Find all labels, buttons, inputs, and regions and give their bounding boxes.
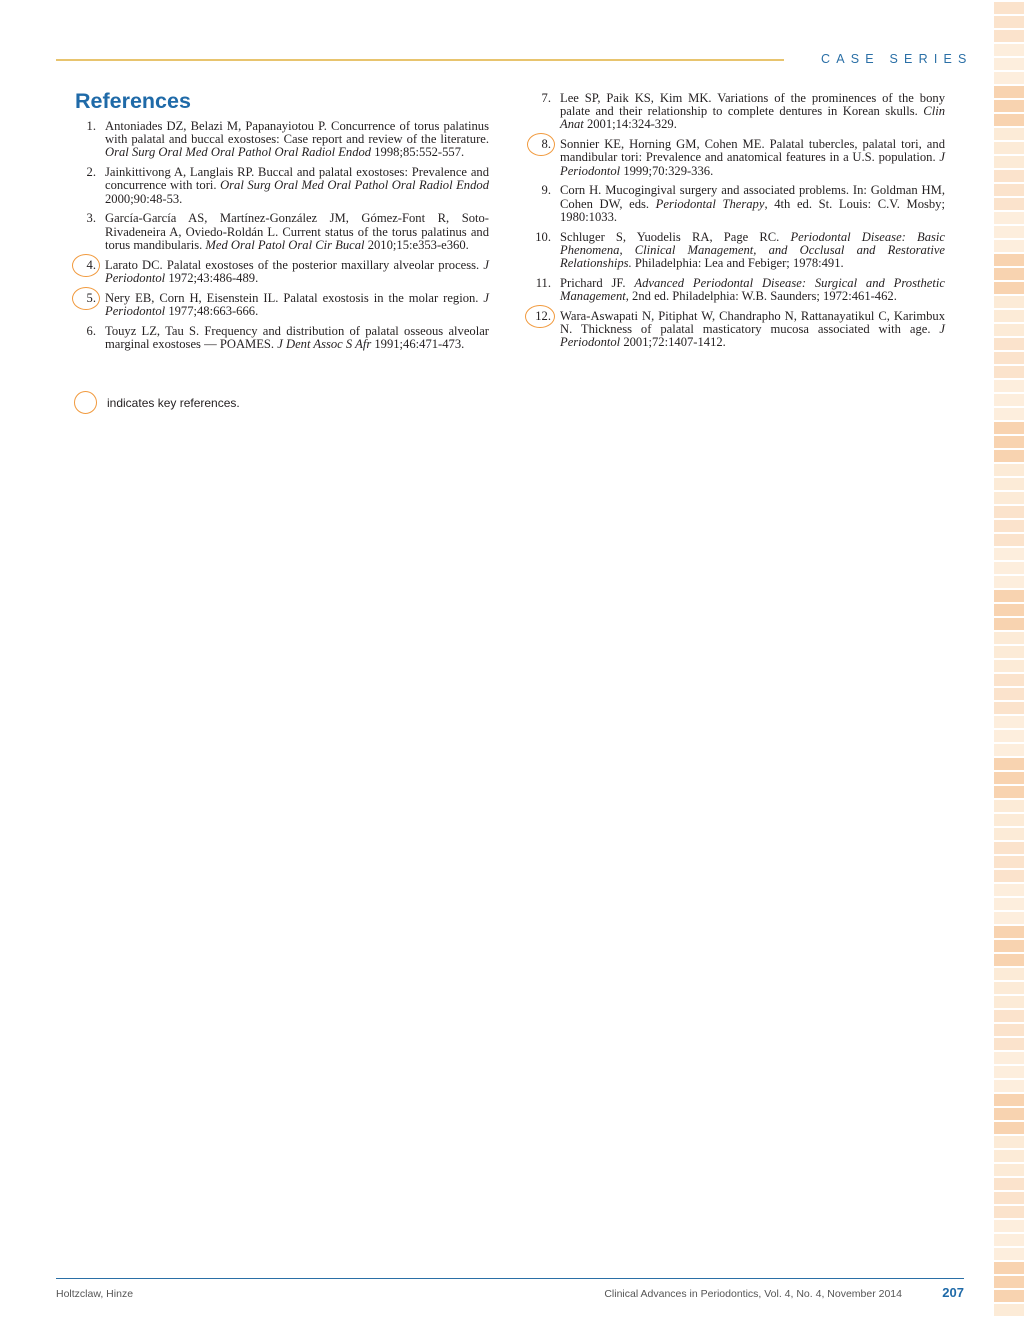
reference-source-italic: Oral Surg Oral Med Oral Pathol Oral Radiol Endod bbox=[105, 145, 372, 160]
reference-text-segment: Schluger S, Yuodelis RA, Page RC. bbox=[560, 229, 791, 244]
strip-tile bbox=[994, 968, 1024, 980]
strip-tile bbox=[994, 1192, 1024, 1204]
strip-tile bbox=[994, 1220, 1024, 1232]
strip-tile bbox=[994, 212, 1024, 224]
strip-tile bbox=[994, 450, 1024, 462]
strip-tile bbox=[994, 58, 1024, 70]
strip-tile bbox=[994, 800, 1024, 812]
reference-item bbox=[527, 231, 945, 271]
reference-text-segment: 1972;43:486-489. bbox=[165, 270, 259, 285]
reference-text-segment: , 2nd ed. Philadelphia: W.B. Saunders; 1972:461-462. bbox=[625, 289, 897, 304]
strip-tile bbox=[994, 688, 1024, 700]
reference-item bbox=[72, 292, 489, 318]
reference-number: 6. bbox=[86, 323, 96, 338]
strip-tile bbox=[994, 940, 1024, 952]
strip-tile bbox=[994, 142, 1024, 154]
strip-tile bbox=[994, 1178, 1024, 1190]
reference-text-segment: Antoniades DZ, Belazi M, Papanayiotou P. Concurrence of torus palatinus with palatal and buccal exostoses: Case report and review of the literature. bbox=[105, 119, 489, 147]
strip-tile bbox=[994, 100, 1024, 112]
key-reference-number: 8. bbox=[527, 138, 551, 151]
strip-tile bbox=[994, 408, 1024, 420]
reference-text bbox=[105, 166, 489, 206]
reference-text-segment: Lee SP, Paik KS, Kim MK. Variations of the prominences of the bony palate and their relationship to complete dentures in Korean skulls. bbox=[560, 91, 945, 119]
strip-tile bbox=[994, 436, 1024, 448]
strip-tile bbox=[994, 30, 1024, 42]
strip-tile bbox=[994, 562, 1024, 574]
reference-text bbox=[105, 212, 489, 252]
strip-tile bbox=[994, 772, 1024, 784]
strip-tile bbox=[994, 982, 1024, 994]
strip-tile bbox=[994, 1136, 1024, 1148]
reference-text-segment: Jainkittivong A, Langlais RP. Buccal and palatal exostoses: Prevalence and concurrence with tori. bbox=[105, 165, 489, 193]
reference-text-segment: 2010;15:e353-e360. bbox=[364, 237, 469, 252]
reference-item bbox=[72, 259, 489, 285]
reference-source-italic: Med Oral Patol Oral Cir Bucal bbox=[205, 237, 365, 252]
strip-tile bbox=[994, 1094, 1024, 1106]
reference-source-italic: J Dent Assoc S Afr bbox=[277, 336, 372, 351]
reference-list-left bbox=[72, 120, 489, 351]
strip-tile bbox=[994, 72, 1024, 84]
reference-source-italic: Periodontal Disease: Basic Phenomena, Clinical Management, and Occlusal and Restorative Relationships. bbox=[560, 229, 945, 271]
strip-tile bbox=[994, 114, 1024, 126]
strip-tile bbox=[994, 198, 1024, 210]
reference-source-italic: Clin Anat bbox=[560, 104, 945, 132]
reference-item bbox=[72, 166, 489, 206]
strip-tile bbox=[994, 1262, 1024, 1274]
strip-tile bbox=[994, 828, 1024, 840]
reference-text bbox=[560, 231, 945, 271]
strip-tile bbox=[994, 492, 1024, 504]
section-label: CASE SERIES bbox=[821, 52, 973, 66]
strip-tile bbox=[994, 926, 1024, 938]
strip-tile bbox=[994, 632, 1024, 644]
key-reference-number: 5. bbox=[72, 292, 96, 305]
strip-tile bbox=[994, 1010, 1024, 1022]
reference-text-segment: Larato DC. Palatal exostoses of the posterior maxillary alveolar process. bbox=[105, 257, 484, 272]
strip-tile bbox=[994, 1066, 1024, 1078]
reference-item bbox=[527, 310, 945, 350]
reference-text-segment: Prichard JF. bbox=[560, 275, 635, 290]
strip-tile bbox=[994, 618, 1024, 630]
strip-tile bbox=[994, 44, 1024, 56]
strip-tile bbox=[994, 1276, 1024, 1288]
reference-text bbox=[560, 310, 945, 350]
strip-tile bbox=[994, 660, 1024, 672]
footer-rule bbox=[56, 1278, 964, 1279]
strip-tile bbox=[994, 184, 1024, 196]
reference-source-italic: J Periodontol bbox=[560, 150, 945, 178]
strip-tile bbox=[994, 506, 1024, 518]
strip-tile bbox=[994, 296, 1024, 308]
strip-tile bbox=[994, 1164, 1024, 1176]
strip-tile bbox=[994, 520, 1024, 532]
strip-tile bbox=[994, 576, 1024, 588]
strip-tile bbox=[994, 156, 1024, 168]
reference-text bbox=[105, 120, 489, 160]
reference-number: 2. bbox=[86, 165, 96, 180]
page-number: 207 bbox=[942, 1285, 964, 1300]
reference-text-segment: García-García AS, Martínez-González JM, Gómez-Font R, Soto-Rivadeneira A, Oviedo-Roldán L. Current status of the torus palatinus and torus mandibularis. bbox=[105, 211, 489, 252]
legend-text: indicates key references. bbox=[107, 396, 240, 410]
decorative-side-strip bbox=[994, 0, 1024, 1325]
reference-text-segment: Wara-Aswapati N, Pitiphat W, Chandrapho N, Rattanayatikul C, Karimbux N. Thickness of palatal masticatory mucosa associated with age. bbox=[560, 308, 945, 337]
strip-tile bbox=[994, 786, 1024, 798]
strip-tile bbox=[994, 870, 1024, 882]
strip-tile bbox=[994, 912, 1024, 924]
reference-item bbox=[72, 212, 489, 252]
strip-tile bbox=[994, 16, 1024, 28]
strip-tile bbox=[994, 548, 1024, 560]
strip-tile bbox=[994, 310, 1024, 322]
strip-tile bbox=[994, 1122, 1024, 1134]
reference-text bbox=[560, 92, 945, 132]
strip-tile bbox=[994, 604, 1024, 616]
strip-tile bbox=[994, 674, 1024, 686]
strip-tile bbox=[994, 884, 1024, 896]
reference-text bbox=[105, 292, 489, 318]
reference-number: 3. bbox=[86, 211, 96, 226]
reference-number: 9. bbox=[541, 183, 551, 198]
strip-tile bbox=[994, 744, 1024, 756]
strip-tile bbox=[994, 646, 1024, 658]
strip-tile bbox=[994, 478, 1024, 490]
strip-tile bbox=[994, 338, 1024, 350]
strip-tile bbox=[994, 282, 1024, 294]
key-ring-icon bbox=[74, 391, 97, 414]
strip-tile bbox=[994, 954, 1024, 966]
strip-tile bbox=[994, 352, 1024, 364]
reference-source-italic: Periodontal Therapy bbox=[655, 196, 765, 211]
strip-tile bbox=[994, 86, 1024, 98]
reference-text bbox=[560, 277, 945, 303]
reference-number: 10. bbox=[535, 229, 551, 244]
footer-authors: Holtzclaw, Hinze bbox=[56, 1288, 134, 1300]
key-reference-number: 4. bbox=[72, 259, 96, 272]
strip-tile bbox=[994, 1150, 1024, 1162]
strip-tile bbox=[994, 856, 1024, 868]
strip-tile bbox=[994, 1038, 1024, 1050]
reference-text-segment: 2001;14:324-329. bbox=[583, 117, 677, 132]
strip-tile bbox=[994, 702, 1024, 714]
reference-item bbox=[72, 120, 489, 160]
strip-tile bbox=[994, 422, 1024, 434]
strip-tile bbox=[994, 534, 1024, 546]
reference-text-segment: 1977;48:663-666. bbox=[165, 303, 259, 318]
strip-tile bbox=[994, 590, 1024, 602]
reference-text bbox=[105, 259, 489, 285]
reference-text-segment: 1998;85:552-557. bbox=[371, 145, 465, 160]
reference-list-right bbox=[527, 92, 945, 349]
strip-tile bbox=[994, 1024, 1024, 1036]
reference-number: 11. bbox=[535, 275, 551, 290]
strip-tile bbox=[994, 730, 1024, 742]
reference-source-italic: J Periodontol bbox=[560, 322, 945, 350]
reference-text-segment: 1991;46:471-473. bbox=[371, 336, 465, 351]
strip-tile bbox=[994, 170, 1024, 182]
reference-item bbox=[527, 184, 945, 224]
strip-tile bbox=[994, 128, 1024, 140]
strip-tile bbox=[994, 1234, 1024, 1246]
reference-item bbox=[527, 92, 945, 132]
strip-tile bbox=[994, 394, 1024, 406]
reference-text-segment: Sonnier KE, Horning GM, Cohen ME. Palatal tubercles, palatal tori, and mandibular tori: Prevalence and anatomical features in a U.S. population. bbox=[560, 137, 945, 165]
reference-source-italic: Advanced Periodontal Disease: Surgical and Prosthetic Management bbox=[560, 275, 945, 304]
strip-tile bbox=[994, 898, 1024, 910]
reference-text-segment: 2000;90:48-53. bbox=[105, 191, 183, 206]
reference-item bbox=[527, 277, 945, 303]
strip-tile bbox=[994, 716, 1024, 728]
reference-text bbox=[560, 184, 945, 224]
strip-tile bbox=[994, 1248, 1024, 1260]
strip-tile bbox=[994, 240, 1024, 252]
strip-tile bbox=[994, 1080, 1024, 1092]
strip-tile bbox=[994, 814, 1024, 826]
header-rule bbox=[56, 59, 784, 61]
reference-text bbox=[105, 325, 489, 351]
reference-number: 7. bbox=[541, 91, 551, 105]
references-left-column bbox=[72, 120, 489, 358]
strip-tile bbox=[994, 842, 1024, 854]
strip-tile bbox=[994, 324, 1024, 336]
strip-tile bbox=[994, 1108, 1024, 1120]
strip-tile bbox=[994, 996, 1024, 1008]
reference-text-segment: Philadelphia: Lea and Febiger; 1978:491. bbox=[631, 256, 844, 271]
reference-text-segment: Nery EB, Corn H, Eisenstein IL. Palatal exostosis in the molar region. bbox=[105, 290, 484, 305]
strip-tile bbox=[994, 254, 1024, 266]
strip-tile bbox=[994, 464, 1024, 476]
references-heading: References bbox=[75, 89, 191, 113]
strip-tile bbox=[994, 1206, 1024, 1218]
reference-source-italic: Oral Surg Oral Med Oral Pathol Oral Radiol Endod bbox=[220, 178, 489, 193]
reference-source-italic: J Periodontol bbox=[105, 257, 489, 285]
footer-journal-citation: Clinical Advances in Periodontics, Vol. 4, No. 4, November 2014 bbox=[604, 1288, 902, 1300]
reference-text-segment: 2001;72:1407-1412. bbox=[620, 335, 726, 350]
references-right-column bbox=[527, 92, 945, 356]
strip-tile bbox=[994, 2, 1024, 14]
reference-text bbox=[560, 138, 945, 178]
strip-tile bbox=[994, 366, 1024, 378]
strip-tile bbox=[994, 1304, 1024, 1316]
key-reference-number: 12. bbox=[527, 310, 551, 323]
reference-text-segment: Corn H. Mucogingival surgery and associated problems. In: Goldman HM, Cohen DW, eds. bbox=[560, 183, 945, 211]
strip-tile bbox=[994, 268, 1024, 280]
reference-item bbox=[72, 325, 489, 351]
strip-tile bbox=[994, 1052, 1024, 1064]
reference-text-segment: Touyz LZ, Tau S. Frequency and distribution of palatal osseous alveolar marginal exostoses — POAMES. bbox=[105, 323, 489, 351]
strip-tile bbox=[994, 380, 1024, 392]
reference-item bbox=[527, 138, 945, 178]
reference-number: 1. bbox=[86, 119, 96, 133]
strip-tile bbox=[994, 1290, 1024, 1302]
reference-text-segment: , 4th ed. St. Louis: C.V. Mosby; 1980:1033. bbox=[560, 196, 945, 224]
reference-text-segment: 1999;70:329-336. bbox=[620, 163, 714, 178]
strip-tile bbox=[994, 758, 1024, 770]
reference-source-italic: J Periodontol bbox=[105, 290, 489, 318]
strip-tile bbox=[994, 226, 1024, 238]
